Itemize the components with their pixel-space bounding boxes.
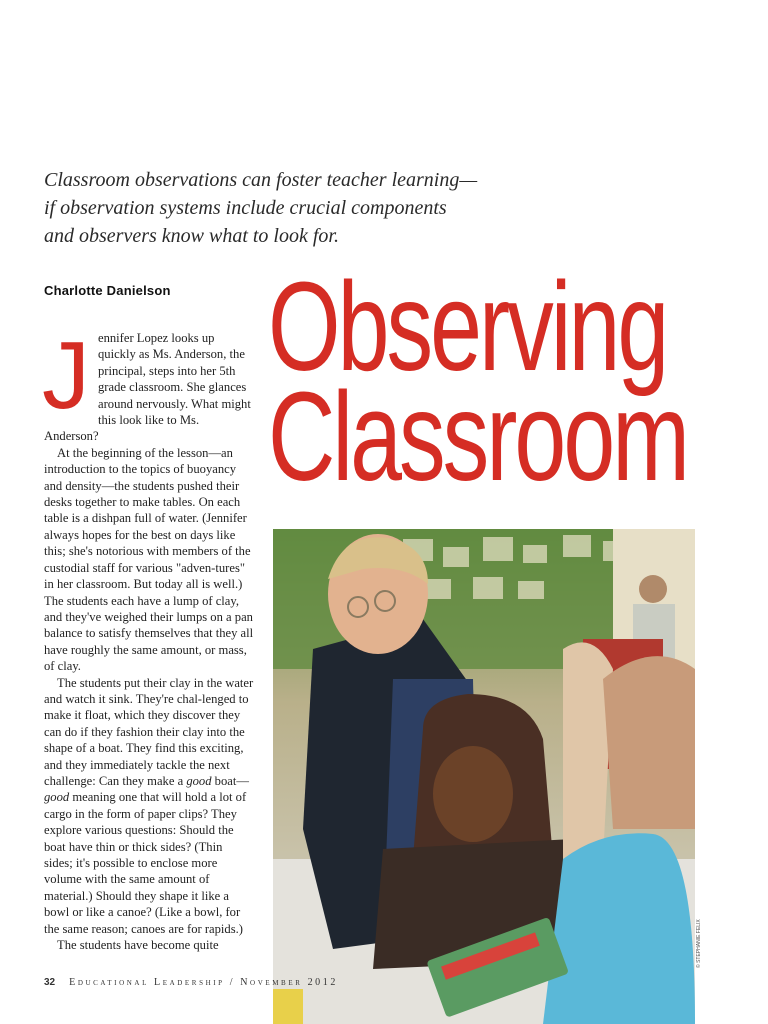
article-title: Observing Classroom bbox=[268, 256, 687, 507]
classroom-photo bbox=[273, 529, 695, 1024]
page-footer bbox=[44, 977, 338, 988]
article-deck: Classroom observations can foster teacher learning— if observation systems include crucial components and observers know what to look for. bbox=[44, 169, 478, 247]
drop-cap: J bbox=[42, 322, 90, 429]
publication-name: Educational Leadership / November 2012 bbox=[69, 977, 338, 988]
paragraph-4: The students have become quite bbox=[57, 938, 219, 953]
author-byline: Charlotte Danielson bbox=[44, 283, 171, 298]
paragraph-2: At the beginning of the lesson—an introduction to the topics of buoyancy and density—the students pushed their desks together to make tables. On each table is a dishpan full of water. (Jennifer always hopes for the best on days like this; she's notorious with members of the custodial staff for various "adven-tures" in her classroom. But today all is well.) The students each have a lump of clay, and they've weighed their lumps on a pan balance to satisfy themselves that they all have roughly the same amount, or mass, of clay. bbox=[44, 445, 254, 674]
paragraph-3: The students put their clay in the water and watch it sink. They're chal-lenged to make it float, which they discover they can do if they fashion their clay into the shape of a boat. They find this exciting, and they immediately tackle the next challenge: Can they make a good boat—good meaning one that will hold a lot of cargo in the form of paper clips? They explore various questions: Should the boat have thin or thick sides? (Thin sides; it's possible to enclose more volume with the same amount of material.) Should they shape it like a bowl or like a canoe? (Like a bowl, for the same reason; canoes are for rapids.) bbox=[44, 675, 254, 936]
classroom-photo-illustration bbox=[273, 529, 695, 1024]
paragraph-1: ennifer Lopez looks up quickly as Ms. Anderson, the principal, steps into her 5th grade classroom. She glances around nervously. What might this look like to Ms. Anderson? bbox=[44, 331, 251, 444]
page-number: 32 bbox=[44, 977, 56, 988]
article-body bbox=[42, 322, 254, 953]
photo-credit: © STEPHANIE FELIX bbox=[696, 919, 702, 968]
